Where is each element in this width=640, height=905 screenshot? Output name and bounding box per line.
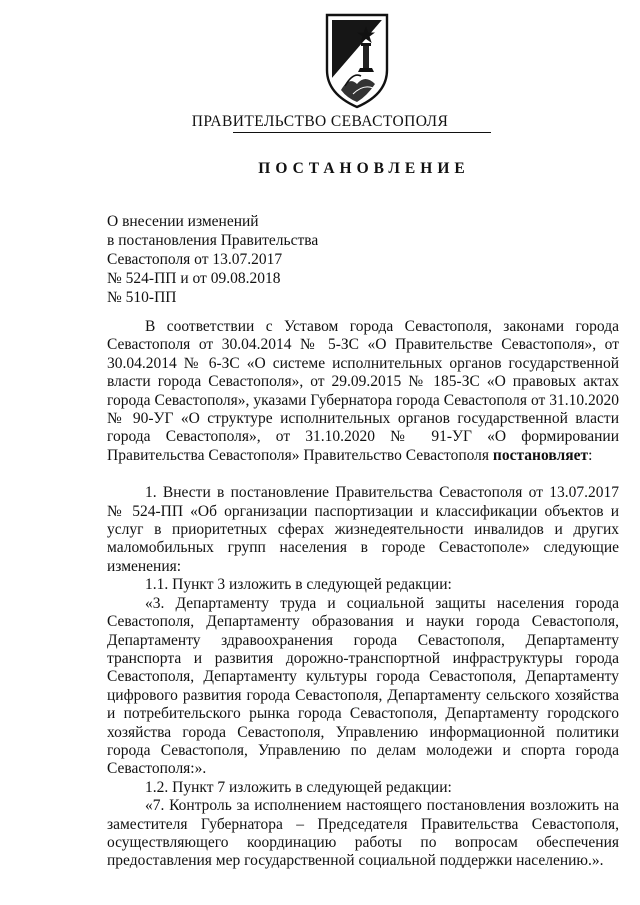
item-1-2: 1.2. Пункт 7 изложить в следующей редакции: — [145, 778, 452, 796]
item-1: 1. Внести в постановление Правительства Севастополя от 13.07.2017 № 524-ПП «Об организации паспортизации и классификации объектов и услуг в приоритетных сферах жизнедеятельности инвалидов и других маломобильных групп населения в городе Севастополе» следующие изменения: — [107, 484, 619, 575]
sevastopol-coat-of-arms-icon — [323, 12, 391, 110]
item-1-1-text: «3. Департаменту труда и социальной защиты населения города Севастополя, Департаменту образования и науки города Севастополя, Департаменту здравоохранения города Севастополя, Департаменту транспорта и развития дорожно-транспортной инфраструктуры города Севастополя, Департаменту культуры города Севастополя, Департаменту цифрового развития города Севастополя, Департаменту сельского хозяйства и потребительского рынка города Севастополя, Департаменту городского хозяйства города Севастополя, Управлению информационной политики города Севастополя, Управлению по делам молодежи и спорта города Севастополя:». — [107, 594, 619, 778]
preamble-text: В соответствии с Уставом города Севастополя, законами города Севастополя от 30.04.2014 № 5-ЗС «О Правительстве Севастополя», от 30.04.2014 № 6-ЗС «О системе исполнительных органов государственной власти города Севастополя», от 29.09.2015 № 185-ЗС «О правовых актах города Севастополя», указами Губернатора города Севастополя от 31.10.2020 № 90-УГ «О структуре исполнительных органов государственной власти города Севастополя», от 31.10.2020 № 91-УГ «О формировании Правительства Севастополя» Правительство Севастополя — [107, 318, 619, 464]
document-body — [107, 318, 619, 871]
document-subject — [107, 212, 318, 307]
subject-line: в постановления Правительства — [107, 232, 319, 249]
item-1-1: 1.1. Пункт 3 изложить в следующей редакции: — [145, 576, 452, 594]
subject-line: № 510-ПП — [107, 289, 177, 306]
document-type: ПОСТАНОВЛЕНИЕ — [258, 160, 470, 177]
subject-line: О внесении изменений — [107, 213, 259, 230]
preamble-paragraph — [107, 318, 619, 465]
header-rule — [233, 132, 491, 133]
subject-line: Севастополя от 13.07.2017 — [107, 251, 283, 268]
government-name: ПРАВИТЕЛЬСТВО СЕВАСТОПОЛЯ — [191, 113, 449, 130]
decree-suffix: : — [588, 446, 593, 464]
subject-line: № 524-ПП и от 09.08.2018 — [107, 270, 281, 287]
decree-word: постановляет — [492, 446, 589, 464]
item-1-2-text: «7. Контроль за исполнением настоящего постановления возложить на заместителя Губернатора – Председателя Правительства Севастополя, осуществляющего координацию работы по вопросам обеспечения предоставления мер государственной социальной поддержки населению.». — [107, 797, 619, 870]
